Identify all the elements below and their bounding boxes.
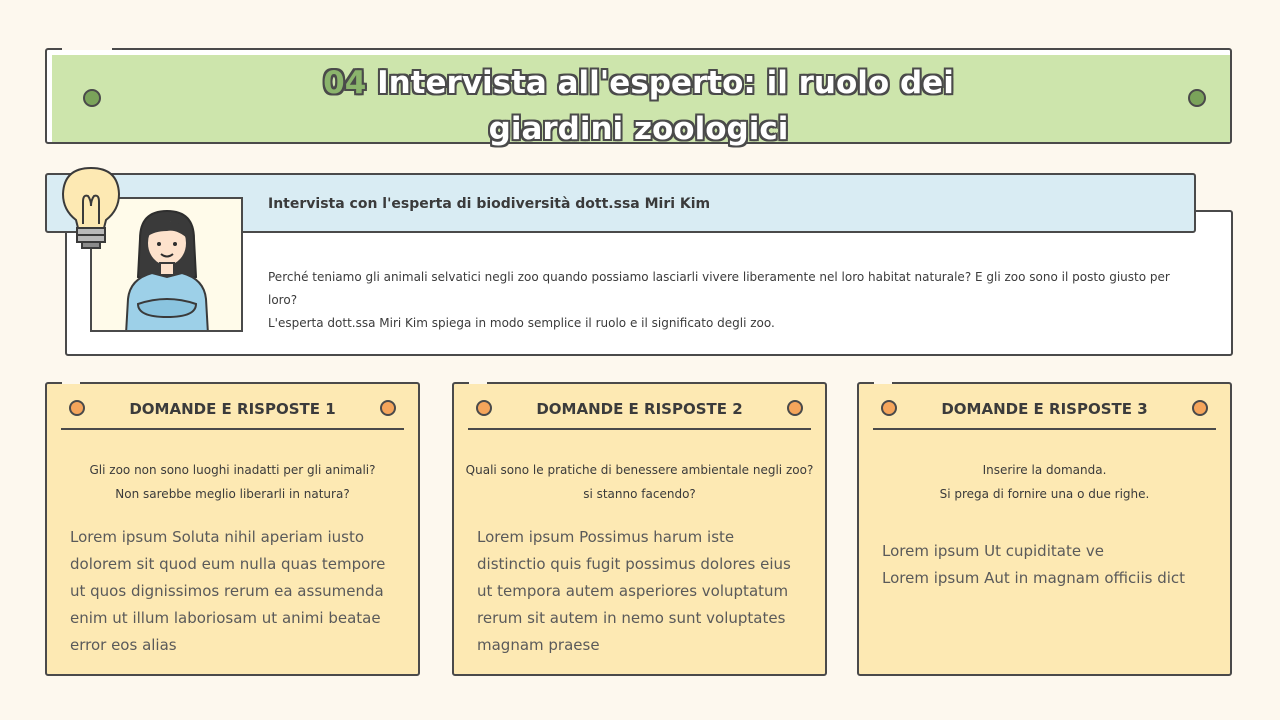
divider [468,428,811,430]
slide-title: Intervista all'esperto: il ruolo dei giardini zoologici [377,65,954,147]
qa-question [869,458,1220,506]
qa-question [57,458,408,506]
qa-question [464,458,815,506]
qa-card-2 [452,382,827,676]
qa-question-line: Inserire la domanda. [982,463,1107,477]
qa-question-line: Quali sono le pratiche di benessere ambientale negli zoo? [465,463,814,477]
qa-card-title: DOMANDE E RISPOSTE 3 [941,400,1148,418]
qa-card-title: DOMANDE E RISPOSTE 1 [129,400,336,418]
qa-question-line: Gli zoo non sono luoghi inadatti per gli animali? [89,463,376,477]
qa-card-title: DOMANDE E RISPOSTE 2 [536,400,743,418]
qa-answer: Lorem ipsum Possimus harum iste distinctio quis fugit possimus dolores eius ut tempora autem asperiores voluptatum rerum sit autem in nemo sunt voluptates magnam praese [477,528,791,654]
border-gap [62,380,80,384]
lightbulb-icon [58,164,124,254]
divider [873,428,1216,430]
interview-heading: Intervista con l'esperta di biodiversità dott.ssa Miri Kim [268,196,711,212]
qa-answer-line: Lorem ipsum Aut in magnam officiis dict [882,569,1186,587]
interview-body-line: L'esperta dott.ssa Miri Kim spiega in modo semplice il ruolo e il significato degli zoo. [268,316,775,330]
pin-right-icon [1188,89,1206,107]
interview-body [268,266,1198,335]
slide-number: 04 [323,65,367,101]
divider [61,428,404,430]
title-banner [45,48,1232,147]
qa-question-line: Si prega di fornire una o due righe. [939,487,1150,501]
qa-question-line: Non sarebbe meglio liberarli in natura? [115,487,350,501]
qa-card-3 [857,382,1232,676]
border-gap [469,380,487,384]
border-gap [62,46,112,50]
qa-question-line: si stanno facendo? [583,487,696,501]
qa-answer-line: Lorem ipsum Ut cupiditate ve [882,542,1104,560]
page-title [287,60,990,152]
qa-answer: Lorem ipsum Soluta nihil aperiam iusto dolorem sit quod eum nulla quas tempore ut quos dignissimos rerum ea assumenda enim ut illum laboriosam ut animi beatae error eos alias [70,528,386,654]
pin-left-icon [83,89,101,107]
interview-body-line: Perché teniamo gli animali selvatici negli zoo quando possiamo lasciarli vivere liberamente nel loro habitat naturale? E gli zoo sono il posto giusto per loro? [268,270,1170,307]
qa-answer [882,538,1210,592]
qa-card-1 [45,382,420,676]
border-gap [874,380,892,384]
